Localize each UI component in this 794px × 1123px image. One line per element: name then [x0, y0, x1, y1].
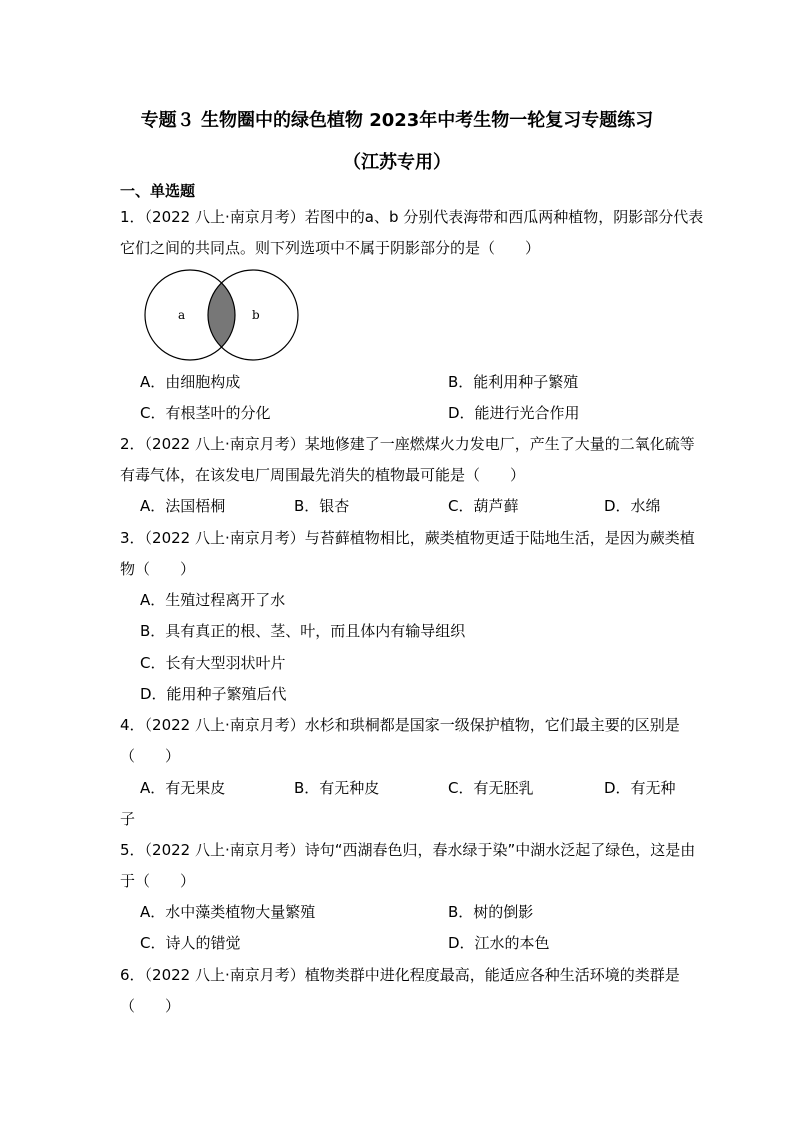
- question-2-option-b[interactable]: B．银杏: [294, 497, 350, 515]
- question-5-option-a[interactable]: A．水中藻类植物大量繁殖: [140, 903, 316, 921]
- question-4-line-2: （ ）: [120, 747, 181, 765]
- question-3-option-d[interactable]: D．能用种子繁殖后代: [140, 685, 287, 703]
- question-3-option-b[interactable]: B．具有真正的根、茎、叶，而且体内有输导组织: [140, 622, 466, 640]
- question-5-line-2: 于（ ）: [120, 872, 196, 890]
- question-4-option-a[interactable]: A．有无果皮: [140, 779, 226, 797]
- question-4-option-b[interactable]: B．有无种皮: [294, 779, 380, 797]
- question-1-option-c[interactable]: C．有根茎叶的分化: [140, 404, 271, 422]
- question-1-option-a[interactable]: A．由细胞构成: [140, 373, 241, 391]
- venn-label-b: b: [252, 308, 260, 322]
- question-3-line-1: 3．（2022 八上·南京月考）与苔藓植物相比，蕨类植物更适于陆地生活，是因为蕨类植: [120, 529, 695, 547]
- section-heading: 一、单选题: [120, 182, 196, 200]
- question-1-line-2: 它们之间的共同点。则下列选项中不属于阴影部分的是（ ）: [120, 239, 541, 257]
- question-4-option-c[interactable]: C．有无胚乳: [448, 779, 534, 797]
- question-1-line-1: 1．（2022 八上·南京月考）若图中的a、b 分别代表海带和西瓜两种植物，阴影部分代表: [120, 208, 704, 226]
- question-3-option-c[interactable]: C．长有大型羽状叶片: [140, 654, 286, 672]
- question-3-line-2: 物（ ）: [120, 560, 196, 578]
- question-2-line-1: 2．（2022 八上·南京月考）某地修建了一座燃煤火力发电厂，产生了大量的二氧化硫等: [120, 435, 695, 453]
- question-2-line-2: 有毒气体，在该发电厂周围最先消失的植物最可能是（ ）: [120, 466, 526, 484]
- question-2-option-c[interactable]: C．葫芦藓: [448, 497, 519, 515]
- question-5-line-1: 5．（2022 八上·南京月考）诗句“西湖春色归，春水绿于染”中湖水泛起了绿色，这是由: [120, 841, 696, 859]
- question-4-option-d-continued: 子: [120, 810, 136, 828]
- question-4-line-1: 4．（2022 八上·南京月考）水杉和珙桐都是国家一级保护植物，它们最主要的区别是: [120, 716, 680, 734]
- document-title: 专题３ 生物圈中的绿色植物 2023年中考生物一轮复习专题练习: [140, 110, 654, 131]
- question-1-option-d[interactable]: D．能进行光合作用: [448, 404, 580, 422]
- question-1-option-b[interactable]: B．能利用种子繁殖: [448, 373, 579, 391]
- question-2-option-d[interactable]: D．水绵: [604, 497, 661, 515]
- question-5-option-d[interactable]: D．江水的本色: [448, 934, 550, 952]
- question-2-option-a[interactable]: A．法国梧桐: [140, 497, 226, 515]
- question-6-line-2: （ ）: [120, 997, 181, 1015]
- question-3-option-a[interactable]: A．生殖过程离开了水: [140, 591, 286, 609]
- question-6-line-1: 6．（2022 八上·南京月考）植物类群中进化程度最高，能适应各种生活环境的类群是: [120, 966, 680, 984]
- document-subtitle: （江苏专用）: [343, 152, 451, 173]
- venn-label-a: a: [178, 308, 186, 322]
- question-4-option-d[interactable]: D．有无种: [604, 779, 676, 797]
- venn-diagram: [140, 265, 302, 365]
- question-5-option-b[interactable]: B．树的倒影: [448, 903, 534, 921]
- question-5-option-c[interactable]: C．诗人的错觉: [140, 934, 241, 952]
